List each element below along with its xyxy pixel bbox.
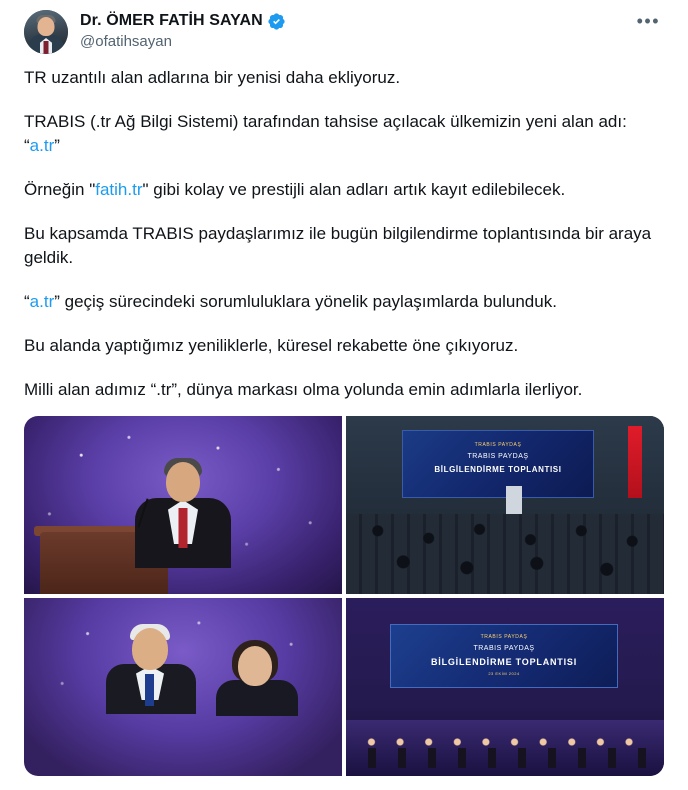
paragraph-2-suffix: ” xyxy=(54,136,60,155)
tweet-paragraph-2 xyxy=(24,110,664,158)
tweet-paragraph-5 xyxy=(24,290,664,314)
paragraph-2-prefix: TRABIS (.tr Ağ Bilgi Sistemi) tarafından tahsise açılacak ülkemizin yeni alan adı: “ xyxy=(24,112,627,155)
screen-line-1: TRABIS PAYDAŞ xyxy=(474,442,522,448)
person-a-head xyxy=(132,628,168,670)
paragraph-5-suffix: ” geçiş sürecindeki sorumluluklara yönelik paylaşımlarda bulunduk. xyxy=(54,292,557,311)
tweet-paragraph-1: TR uzantılı alan adlarına bir yenisi daha ekliyoruz. xyxy=(24,68,401,87)
link-a-tr[interactable]: a.tr xyxy=(29,136,55,155)
link-a-tr-2[interactable]: a.tr xyxy=(29,292,55,311)
stage-screen xyxy=(402,430,594,498)
paragraph-3-suffix: " gibi kolay ve prestijli alan adları artık kayıt edilebilecek. xyxy=(142,180,566,199)
tweet-image-4[interactable] xyxy=(346,598,664,776)
tweet-text xyxy=(24,60,664,402)
tweet-paragraph-4: Bu kapsamda TRABIS paydaşlarımız ile bugün bilgilendirme toplantısında bir araya geldik. xyxy=(24,224,652,267)
screen-line-2: TRABIS PAYDAŞ xyxy=(467,453,529,460)
person-a-tie xyxy=(145,674,154,706)
tweet-paragraph-3 xyxy=(24,178,664,202)
tweet-image-3[interactable] xyxy=(24,598,342,776)
stage-banner xyxy=(390,624,618,688)
screen-line-3: BİLGİLENDİRME TOPLANTISI xyxy=(434,465,562,474)
banner-line-1: TRABIS PAYDAŞ xyxy=(480,634,528,640)
paragraph-5-prefix: “ xyxy=(24,292,30,311)
speaker-tie xyxy=(179,508,188,548)
tweet-header xyxy=(24,10,664,60)
verified-badge-icon xyxy=(267,12,286,31)
author-block xyxy=(80,10,633,52)
stage-podium xyxy=(506,486,522,516)
author-display-name[interactable]: Dr. ÖMER FATİH SAYAN xyxy=(80,12,263,29)
avatar-tie xyxy=(44,41,49,54)
audience-heads xyxy=(346,516,664,590)
tweet-image-1[interactable] xyxy=(24,416,342,594)
banner-line-3: BİLGİLENDİRME TOPLANTISI xyxy=(430,657,578,667)
author-handle[interactable]: @ofatihsayan xyxy=(80,33,172,50)
turkish-flag xyxy=(628,426,642,498)
more-options-icon[interactable]: ••• xyxy=(636,11,660,31)
tweet-paragraph-6: Bu alanda yaptığımız yeniliklerle, küresel rekabette öne çıkıyoruz. xyxy=(24,336,519,355)
paragraph-3-prefix: Örneğin " xyxy=(24,180,96,199)
banner-line-2: TRABIS PAYDAŞ xyxy=(473,645,535,652)
tweet-image-2[interactable] xyxy=(346,416,664,594)
avatar-face xyxy=(38,17,55,36)
stage-people-heads xyxy=(346,724,664,754)
banner-line-4: 23 EKİM 2024 xyxy=(488,671,520,676)
speaker-head xyxy=(166,462,200,502)
author-name-row xyxy=(80,11,633,31)
link-fatih-tr[interactable]: fatih.tr xyxy=(95,180,143,199)
person-b-head xyxy=(238,646,272,686)
tweet-paragraph-7: Milli alan adımız “.tr”, dünya markası olma yolunda emin adımlarla ilerliyor. xyxy=(24,380,583,399)
tweet-media-grid xyxy=(24,416,664,776)
avatar[interactable] xyxy=(24,10,68,54)
